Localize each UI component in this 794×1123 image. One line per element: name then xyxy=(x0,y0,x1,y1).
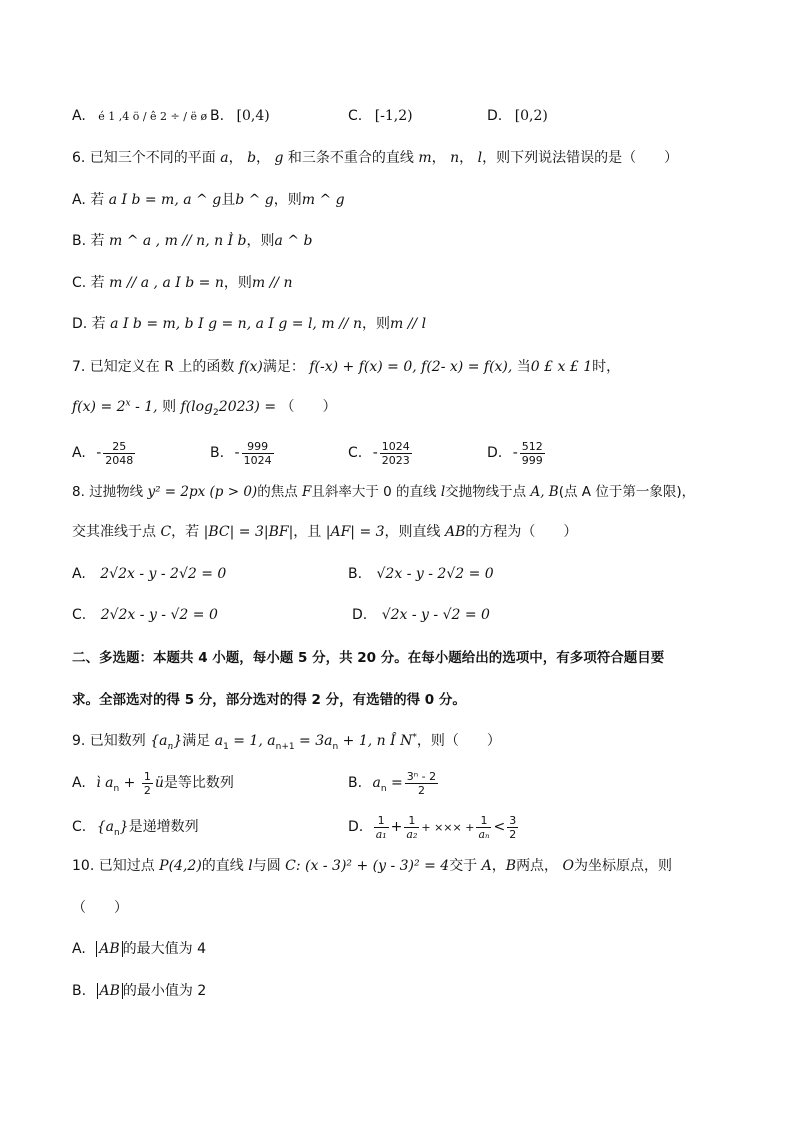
option-label: B. xyxy=(210,108,225,124)
math-subscript: n xyxy=(380,783,387,794)
math: b ^ g xyxy=(235,192,274,208)
math: A, B xyxy=(530,484,559,500)
math: A xyxy=(481,858,492,874)
math: a xyxy=(214,733,224,749)
option-label: B. 若 xyxy=(72,233,105,249)
stem-text: 交其准线于点 xyxy=(72,524,156,540)
q7-option-c xyxy=(348,438,414,468)
numerator: 25 xyxy=(103,440,135,454)
math: √2x - y - 2√2 = 0 xyxy=(376,566,494,582)
math: a ^ b xyxy=(274,233,313,249)
q7-option-b xyxy=(210,438,276,468)
math: ü xyxy=(154,775,164,791)
denominator: 2 xyxy=(509,827,517,841)
minus-sign: - xyxy=(372,445,378,461)
text: 的最小值为 2 xyxy=(122,983,207,999)
denominator: 2 xyxy=(143,783,151,797)
math: a I b = m, a ^ g xyxy=(108,192,222,208)
math: b xyxy=(247,150,257,166)
math: F xyxy=(302,484,312,500)
stem-text: 7. 已知定义在 R 上的函数 xyxy=(72,359,235,375)
math: g xyxy=(274,150,284,166)
math: m xyxy=(418,150,432,166)
text: 的最大值为 4 xyxy=(122,941,206,957)
stem-text: 交抛物线于点 xyxy=(445,484,527,500)
denominator: 999 xyxy=(521,453,543,467)
option-label: A. 若 xyxy=(72,192,105,208)
q9-stem xyxy=(72,731,501,751)
math: n xyxy=(450,150,460,166)
fraction xyxy=(242,440,274,467)
fraction xyxy=(404,814,419,841)
stem-text: 当 xyxy=(516,359,531,375)
stem-text: 与圆 xyxy=(252,858,281,874)
math: f(-x) + f(x) = 0, f(2- x) = f(x), xyxy=(309,359,513,375)
math: √2x - y - √2 = 0 xyxy=(381,607,490,623)
stem-text: 且斜率大于 0 的直线 xyxy=(311,484,437,500)
math: l xyxy=(248,858,253,874)
option-label: C. xyxy=(348,108,363,124)
math: P(4,2) xyxy=(159,858,202,874)
math: O xyxy=(562,858,574,874)
option-label: B. xyxy=(348,775,363,791)
less-than: < xyxy=(493,819,506,835)
math-subscript: n xyxy=(332,741,339,752)
fraction xyxy=(142,770,153,797)
math: m ^ a , m // n, n Ì b xyxy=(108,233,247,249)
math: } xyxy=(173,733,183,749)
math: + xyxy=(119,775,140,791)
text: ，则 xyxy=(246,233,275,249)
q9-option-c xyxy=(72,812,199,842)
stem-text: 和三条不重合的直线 xyxy=(287,150,414,166)
option-math: é 1 ,4 ö / ê 2 ÷ / ë ø xyxy=(98,110,208,123)
math: a xyxy=(372,775,381,791)
stem-text: ，若 xyxy=(171,524,200,540)
math: a xyxy=(267,733,276,749)
math: AB xyxy=(445,524,466,540)
fraction xyxy=(405,770,438,797)
q5-option-b xyxy=(210,106,270,126)
math: AB xyxy=(97,983,123,999)
stem-text: 为坐标原点，则 xyxy=(574,858,672,874)
q6-option-d xyxy=(72,314,426,334)
stem-text: 交于 xyxy=(449,858,478,874)
fraction xyxy=(380,440,412,467)
stem-text: 9. 已知数列 xyxy=(72,733,146,749)
section-heading-line1: 二、多选题：本题共 4 小题，每小题 5 分，共 20 分。在每小题给出的选项中，有多项符合题目要 xyxy=(72,650,665,666)
q10-stem xyxy=(72,856,672,876)
option-label: D. xyxy=(487,108,503,124)
denominator: a₁ xyxy=(375,827,387,841)
option-label: B. xyxy=(210,445,225,461)
stem-text: ，则（ ） xyxy=(416,733,501,749)
math-superscript: * xyxy=(412,732,417,743)
math-subscript: n+1 xyxy=(275,741,295,752)
math: f(x) = 2 xyxy=(72,399,126,415)
math: AB xyxy=(96,941,122,957)
stem-text: 时， xyxy=(592,359,621,375)
minus-sign: - xyxy=(234,445,240,461)
fraction xyxy=(507,814,518,841)
fraction xyxy=(103,440,135,467)
option-label: C. xyxy=(72,607,87,623)
math: m // l xyxy=(389,316,427,332)
stem-text: 满足 xyxy=(182,733,211,749)
stem-text: (点 A 位于第一象限)， xyxy=(558,484,696,500)
math-subscript: n xyxy=(167,741,174,752)
math: |BC| = 3|BF| xyxy=(203,524,294,540)
option-label: B. xyxy=(348,566,363,582)
math: 2√2x - y - √2 = 0 xyxy=(100,607,218,623)
option-label: A. xyxy=(72,108,86,124)
stem-text: ，则直线 xyxy=(384,524,441,540)
numerator: 512 xyxy=(521,439,543,453)
numerator: 3 xyxy=(509,813,517,827)
option-label: B. xyxy=(72,983,87,999)
fraction xyxy=(374,814,389,841)
answer-blank: （ ） xyxy=(280,399,337,415)
math: |AF| = 3 xyxy=(325,524,385,540)
math: {a xyxy=(96,819,114,835)
math: = 1, xyxy=(228,733,263,749)
stem-text: ，则下列说法错误的是（ ） xyxy=(482,150,679,166)
math: f(x) xyxy=(238,359,263,375)
option-math: [0,4) xyxy=(236,108,270,124)
option-math: [0,2) xyxy=(514,108,548,124)
numerator: 1 xyxy=(476,814,491,828)
math: y² = 2px (p > 0) xyxy=(147,484,258,500)
q10-answer-blank: （ ） xyxy=(72,900,128,916)
math: a xyxy=(220,150,229,166)
q8-option-b xyxy=(348,564,494,584)
q9-option-b xyxy=(348,768,440,798)
q7-option-d xyxy=(487,438,547,468)
numerator: 3ⁿ - 2 xyxy=(406,769,437,783)
math: l xyxy=(440,484,446,500)
math: B xyxy=(505,858,517,874)
math: ì a xyxy=(96,775,114,791)
math: m // n xyxy=(251,275,293,291)
text: 是等比数列 xyxy=(163,775,234,791)
minus-sign: - xyxy=(512,445,518,461)
q5-option-d xyxy=(487,106,548,126)
text: ， xyxy=(491,858,506,874)
stem-text: 的方程为（ ） xyxy=(465,524,578,540)
math-subscript: 1 xyxy=(223,741,229,752)
math: 2√2x - y - 2√2 = 0 xyxy=(100,566,227,582)
q6-option-b xyxy=(72,231,312,251)
q10-option-a xyxy=(72,939,206,959)
stem-text: 的直线 xyxy=(201,858,244,874)
math: f(log xyxy=(180,399,214,415)
denominator: 2 xyxy=(417,783,425,797)
q5-option-c xyxy=(348,106,413,126)
option-label: A. xyxy=(72,941,86,957)
text: 是递增数列 xyxy=(128,819,199,835)
text: 且 xyxy=(221,192,236,208)
option-label: C. xyxy=(348,445,363,461)
q8-stem-line2 xyxy=(72,522,577,542)
ellipsis: + ××× + xyxy=(421,821,475,834)
denominator: 2023 xyxy=(381,453,410,467)
option-label: A. xyxy=(72,566,86,582)
denominator: 2048 xyxy=(105,453,134,467)
option-label: D. xyxy=(352,607,368,623)
option-label: D. xyxy=(487,445,503,461)
math: + 1, xyxy=(338,733,373,749)
math: m // a , a I b = n xyxy=(109,275,224,291)
minus-sign: - xyxy=(96,445,102,461)
q6-option-c xyxy=(72,273,292,293)
fraction xyxy=(476,814,491,841)
math: 0 £ x £ 1 xyxy=(530,359,593,375)
option-label: C. xyxy=(72,819,87,835)
option-math: [-1,2) xyxy=(374,108,413,124)
numerator: 1 xyxy=(404,814,419,828)
math-exponent: x xyxy=(125,398,131,409)
math: = xyxy=(386,775,403,791)
math: } xyxy=(119,819,129,835)
math-subscript: n xyxy=(113,783,120,794)
math: - 1, xyxy=(130,399,158,415)
stem-text: 6. 已知三个不同的平面 xyxy=(72,150,216,166)
section-heading-line2: 求。全部选对的得 5 分，部分选对的得 2 分，有选错的得 0 分。 xyxy=(72,692,466,708)
numerator: 999 xyxy=(242,440,274,454)
q8-option-c xyxy=(72,605,218,625)
math: a I b = m, b I g = n, a I g = l, m // n xyxy=(110,316,362,332)
text: 则 xyxy=(162,399,177,415)
option-label: A. xyxy=(72,775,86,791)
q8-stem xyxy=(72,482,695,502)
q7-stem-line2 xyxy=(72,397,337,417)
math: C xyxy=(160,524,172,540)
q7-stem xyxy=(72,357,620,377)
denominator: a₂ xyxy=(406,827,418,841)
q9-option-d: D. $\frac{1}{\text{a₁}}$ + $\frac{1}{\text{a₂}}$ + ××× + $\frac{1}{\text{aₙ}}$ < $\frac{3}{2}$ xyxy=(348,813,517,841)
option-label: D. 若 xyxy=(72,316,106,332)
math: l xyxy=(477,150,483,166)
stem-text: 的焦点 xyxy=(257,484,298,500)
text: ，则 xyxy=(273,192,302,208)
stem-text: 两点， xyxy=(516,858,559,874)
q7-option-a xyxy=(72,438,137,468)
q8-option-d xyxy=(352,605,490,625)
q9-option-a xyxy=(72,768,234,798)
numerator: 1 xyxy=(374,814,389,828)
stem-text: 满足： xyxy=(262,359,305,375)
math: {a xyxy=(150,733,168,749)
math: C: (x - 3)² + (y - 3)² = 4 xyxy=(285,858,450,874)
stem-text: ，且 xyxy=(293,524,322,540)
math-subscript: n xyxy=(113,827,120,838)
q10-option-b xyxy=(72,981,206,1001)
math: m ^ g xyxy=(301,192,345,208)
q5-option-a xyxy=(72,106,207,127)
option-label: A. xyxy=(72,445,86,461)
stem-text: 8. 过抛物线 xyxy=(72,484,144,500)
math: 2023) = xyxy=(218,399,277,415)
fraction xyxy=(520,440,545,467)
math: = 3a xyxy=(294,733,333,749)
text: ，则 xyxy=(223,275,252,291)
math: n Î N xyxy=(376,733,413,749)
text: ，则 xyxy=(361,316,390,332)
option-label: C. 若 xyxy=(72,275,105,291)
option-label: D. xyxy=(348,819,364,835)
q6-option-a xyxy=(72,190,345,210)
denominator: aₙ xyxy=(478,827,490,841)
q6-stem: 6. 已知三个不同的平面 a， b， g 和三条不重合的直线 m， n， l，则下列说法错误的是（ ） xyxy=(72,150,679,166)
numerator: 1 xyxy=(143,769,151,783)
stem-text: 10. 已知过点 xyxy=(72,858,155,874)
denominator: 1024 xyxy=(243,453,272,467)
math-subscript: 2 xyxy=(213,407,219,418)
numerator: 1024 xyxy=(381,439,410,453)
q8-option-a xyxy=(72,564,226,584)
